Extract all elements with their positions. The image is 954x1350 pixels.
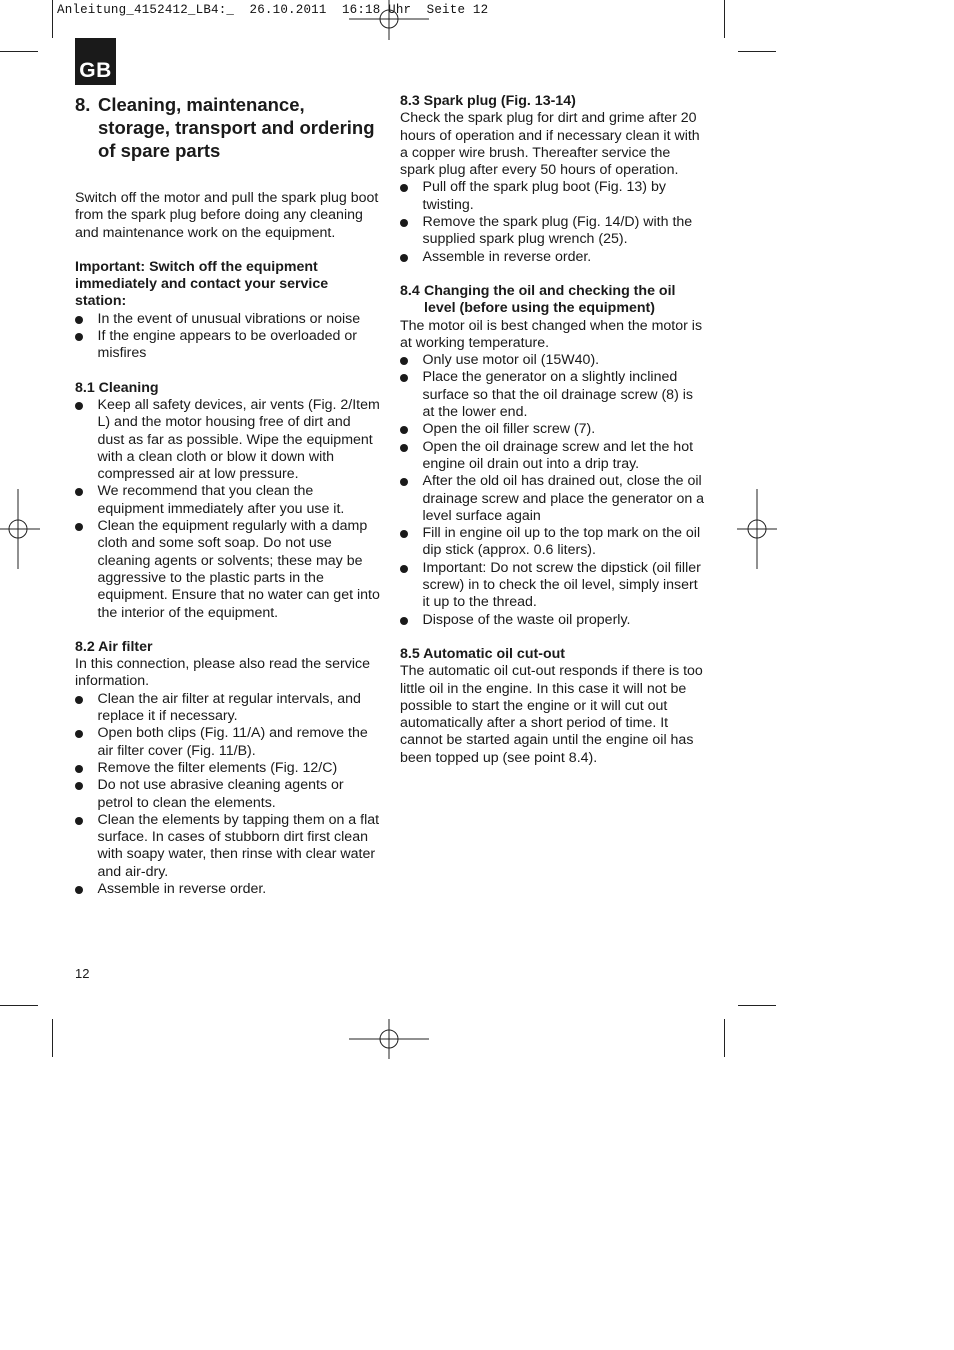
crop-mark xyxy=(738,51,776,52)
spark-plug-list xyxy=(400,179,705,265)
bullet-icon xyxy=(75,523,83,531)
registration-mark-icon xyxy=(0,489,40,569)
print-header: Anleitung_4152412_LB4:_ 26.10.2011 16:18 Uhr Seite 12 xyxy=(57,3,489,17)
list-item: Do not use abrasive cleaning agents or petrol to clean the elements. xyxy=(75,777,380,812)
list-item: Keep all safety devices, air vents (Fig. 2/Item L) and the motor housing free of dirt and dust as far as possible. Wipe the equipment with a clean cloth or blow it down with compressed air at low pressure. xyxy=(75,397,380,483)
list-item: Open both clips (Fig. 11/A) and remove the air filter cover (Fig. 11/B). xyxy=(75,725,380,760)
bullet-icon xyxy=(75,333,83,341)
list-item: Open the oil filler screw (7). xyxy=(400,421,705,438)
list-item: Clean the air filter at regular intervals, and replace it if necessary. xyxy=(75,691,380,726)
left-column xyxy=(75,93,380,898)
list-item: Assemble in reverse order. xyxy=(75,881,380,898)
registration-mark-icon xyxy=(737,489,777,569)
list-item: If the engine appears to be overloaded or misfires xyxy=(75,328,380,363)
bullet-icon xyxy=(400,374,408,382)
bullet-icon xyxy=(400,617,408,625)
bullet-icon xyxy=(400,565,408,573)
section-heading-oil-change: 8.4 Changing the oil and checking the oil level (before using the equipment) xyxy=(400,282,676,317)
important-heading: Important: Switch off the equipment immediately and contact your service station: xyxy=(75,258,329,310)
registration-mark-icon xyxy=(349,0,429,40)
cleaning-list xyxy=(75,397,380,622)
list-item: Pull off the spark plug boot (Fig. 13) by twisting. xyxy=(400,179,705,214)
list-item: After the old oil has drained out, close the oil drainage screw and place the generator on a level surface again xyxy=(400,473,705,525)
bullet-icon xyxy=(400,357,408,365)
crop-mark xyxy=(0,51,38,52)
intro-paragraph: Switch off the motor and pull the spark plug boot from the spark plug before doing any cleaning and maintenance work on the equipment. xyxy=(75,190,379,241)
list-item: Only use motor oil (15W40). xyxy=(400,352,705,369)
air-filter-list xyxy=(75,691,380,899)
important-list xyxy=(75,311,380,363)
bullet-icon xyxy=(400,254,408,262)
list-item: Remove the spark plug (Fig. 14/D) with the supplied spark plug wrench (25). xyxy=(400,214,705,249)
page-number: 12 xyxy=(75,966,90,981)
language-badge: GB xyxy=(75,38,116,85)
section-heading-air-filter: 8.2 Air filter xyxy=(75,638,153,655)
bullet-icon xyxy=(75,730,83,738)
bullet-icon xyxy=(75,488,83,496)
oil-change-list xyxy=(400,352,705,629)
list-item: Place the generator on a slightly inclined surface so that the oil drainage screw (8) is at the lower end. xyxy=(400,369,705,421)
list-item: Assemble in reverse order. xyxy=(400,249,705,266)
crop-mark xyxy=(0,1005,38,1006)
bullet-icon xyxy=(400,478,408,486)
bullet-icon xyxy=(75,316,83,324)
crop-mark xyxy=(52,0,53,38)
crop-mark xyxy=(724,0,725,38)
bullet-icon xyxy=(400,219,408,227)
crop-mark xyxy=(52,1019,53,1057)
crop-mark xyxy=(724,1019,725,1057)
section-heading-oil-cutout: 8.5 Automatic oil cut-out xyxy=(400,645,565,662)
right-column xyxy=(400,93,705,767)
list-item: Remove the filter elements (Fig. 12/C) xyxy=(75,760,380,777)
list-item: Clean the elements by tapping them on a flat surface. In cases of stubborn dirt first clean with soapy water, then rinse with clear water and air-dry. xyxy=(75,812,380,881)
bullet-icon xyxy=(75,886,83,894)
chapter-title-text: Cleaning, maintenance, storage, transport and ordering of spare parts xyxy=(98,94,375,161)
oil-change-text: The motor oil is best changed when the motor is at working temperature. xyxy=(400,317,703,351)
list-item: Important: Do not screw the dipstick (oil filler screw) in to check the oil level, simply insert it up to the thread. xyxy=(400,560,705,612)
registration-mark-icon xyxy=(349,1019,429,1059)
bullet-icon xyxy=(75,696,83,704)
bullet-icon xyxy=(75,782,83,790)
bullet-icon xyxy=(400,184,408,192)
bullet-icon xyxy=(400,444,408,452)
list-item: Open the oil drainage screw and let the hot engine oil drain out into a drip tray. xyxy=(400,439,705,474)
list-item: Fill in engine oil up to the top mark on the oil dip stick (approx. 0.6 liters). xyxy=(400,525,705,560)
section-heading-spark-plug: 8.3 Spark plug (Fig. 13-14) xyxy=(400,93,576,109)
bullet-icon xyxy=(75,817,83,825)
list-item: In the event of unusual vibrations or noise xyxy=(75,311,380,328)
bullet-icon xyxy=(400,426,408,434)
chapter-number: 8. xyxy=(75,94,91,115)
spark-plug-text: Check the spark plug for dirt and grime after 20 hours of operation and if necessary clean it with a copper wire brush. Thereafter service the spark plug after every 50 hours of operation. xyxy=(400,110,700,179)
chapter-title xyxy=(75,93,380,162)
list-item: Clean the equipment regularly with a damp cloth and some soft soap. Do not use cleaning agents or solvents; these may be aggressive to the plastic parts in the equipment. Ensure that no water can get into the interior of the equipment. xyxy=(75,518,380,622)
list-item: Dispose of the waste oil properly. xyxy=(400,612,705,629)
bullet-icon xyxy=(75,765,83,773)
bullet-icon xyxy=(75,402,83,410)
air-filter-text: In this connection, please also read the service information. xyxy=(75,656,370,690)
section-heading-cleaning: 8.1 Cleaning xyxy=(75,379,159,396)
list-item: We recommend that you clean the equipment immediately after you use it. xyxy=(75,483,380,518)
oil-cutout-text: The automatic oil cut-out responds if there is too little oil in the engine. In this case it will not be possible to start the engine or it will cut out automatically after a short period of time. It cannot be started again until the engine oil has been topped up (see point 8.4). xyxy=(400,663,703,766)
bullet-icon xyxy=(400,530,408,538)
crop-mark xyxy=(738,1005,776,1006)
